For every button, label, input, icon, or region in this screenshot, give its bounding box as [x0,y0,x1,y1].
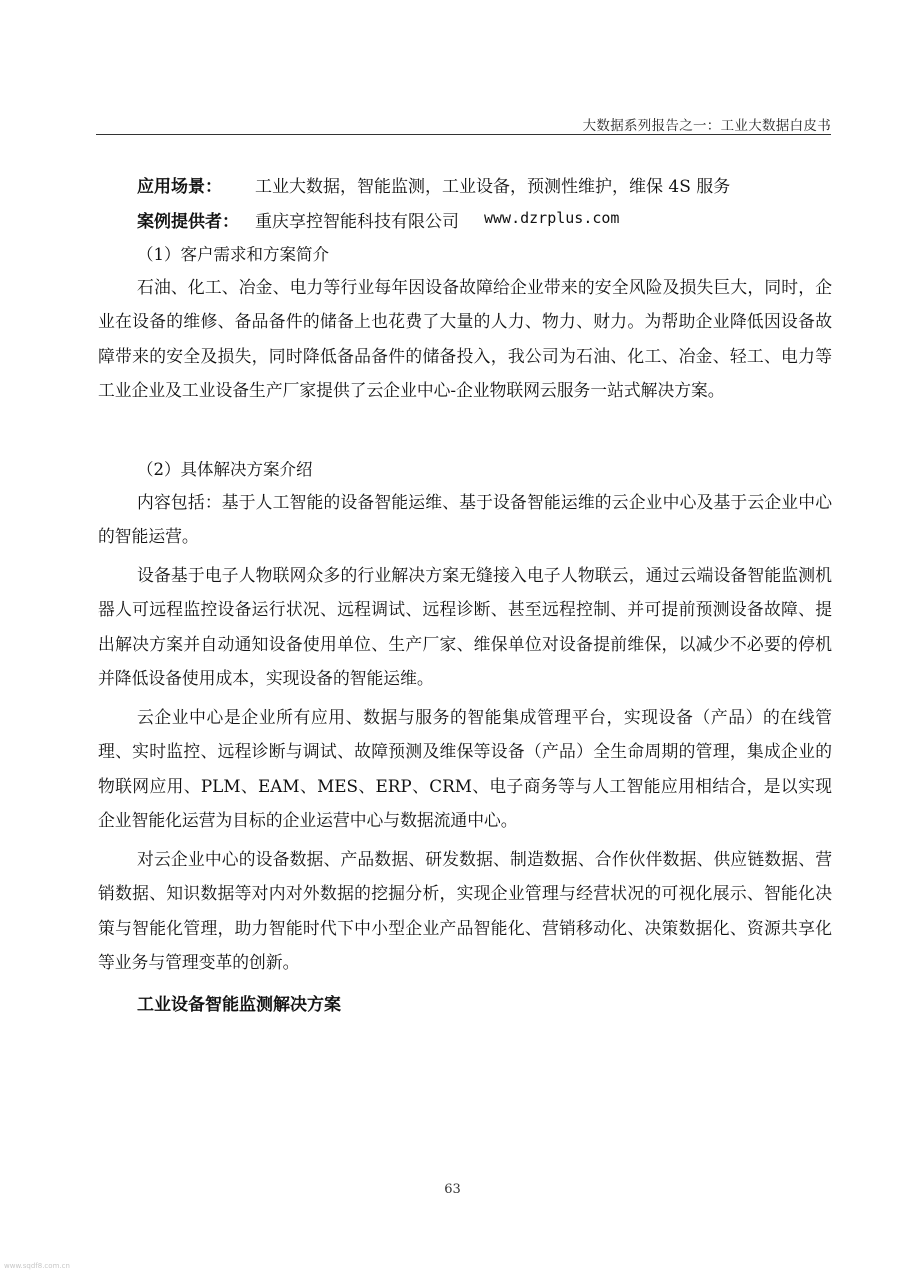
scenario-label: 应用场景： [137,177,222,197]
provider-name: 重庆享控智能科技有限公司 [255,212,459,232]
provider-label: 案例提供者： [137,212,239,232]
scenario-row [137,172,837,197]
section2-paragraph-operations: 设备基于电子人物联网众多的行业解决方案无缝接入电子人物联云，通过云端设备智能监测机器人可远程监控设备运行状况、远程调试、远程诊断、甚至远程控制、并可提前预测设备故障、提出解决方案并自动通知设备使用单位、生产厂家、维保单位对设备提前维保，以减少不必要的停机并降低设备使用成本，实现设备的智能运维。 [98,565,832,688]
scenario-value: 工业大数据，智能监测，工业设备，预测性维护，维保 4S 服务 [255,177,731,197]
header-divider [96,134,831,135]
solution-subtitle: 工业设备智能监测解决方案 [137,995,341,1015]
provider-row [137,207,837,232]
running-header: 大数据系列报告之一：工业大数据白皮书 [582,118,831,134]
section2-heading: （2）具体解决方案介绍 [137,460,313,479]
page-number: 63 [444,1182,461,1197]
provider-url: www.dzrplus.com [484,209,620,227]
section2-paragraph-intro: 内容包括：基于人工智能的设备智能运维、基于设备智能运维的云企业中心及基于云企业中心的智能运营。 [98,492,832,547]
section1-heading: （1）客户需求和方案简介 [137,245,329,264]
site-watermark: www.sqdf8.com.cn [4,1262,70,1270]
section2-paragraph-data-analysis: 对云企业中心的设备数据、产品数据、研发数据、制造数据、合作伙伴数据、供应链数据、营销数据、知识数据等对内对外数据的挖掘分析，实现企业管理与经营状况的可视化展示、智能化决策与智能化管理，助力智能时代下中小型企业产品智能化、营销移动化、决策数据化、资源共享化等业务与管理变革的创新。 [98,849,832,972]
section2-paragraph-cloud-center: 云企业中心是企业所有应用、数据与服务的智能集成管理平台，实现设备（产品）的在线管理、实时监控、远程诊断与调试、故障预测及维保等设备（产品）全生命周期的管理，集成企业的物联网应用、PLM、EAM、MES、ERP、CRM、电子商务等与人工智能应用相结合，是以实现企业智能化运营为目标的企业运营中心与数据流通中心。 [98,707,832,830]
section1-paragraph: 石油、化工、冶金、电力等行业每年因设备故障给企业带来的安全风险及损失巨大，同时，企业在设备的维修、备品备件的储备上也花费了大量的人力、物力、财力。为帮助企业降低因设备故障带来的安全及损失，同时降低备品备件的储备投入，我公司为石油、化工、冶金、轻工、电力等工业企业及工业设备生产厂家提供了云企业中心-企业物联网云服务一站式解决方案。 [98,277,832,400]
